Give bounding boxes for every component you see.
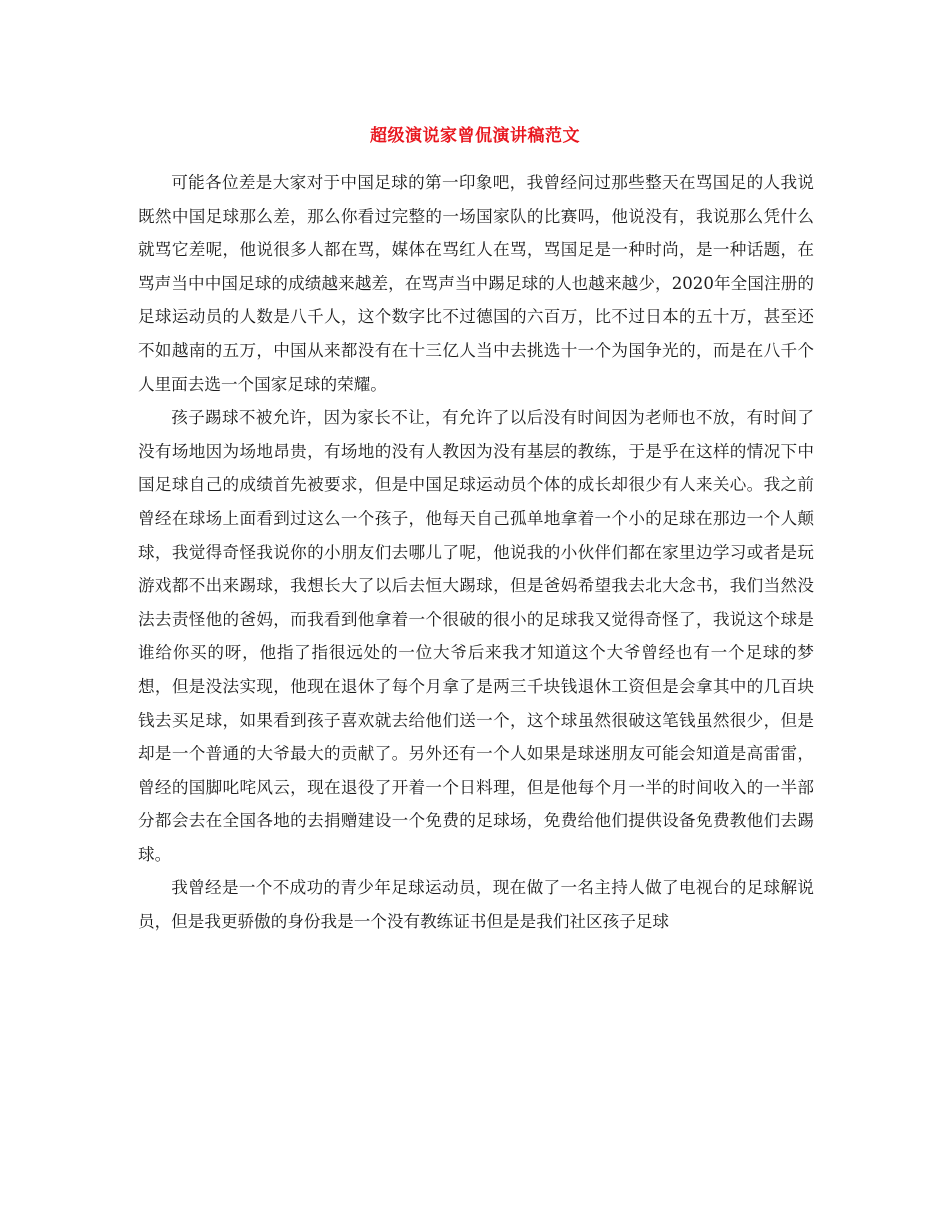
paragraph: 我曾经是一个不成功的青少年足球运动员，现在做了一名主持人做了电视台的足球解说员，但是我更骄傲的身份我是一个没有教练证书但是是我们社区孩子足球 <box>138 878 814 932</box>
document-title: 超级演说家曾侃演讲稿范文 <box>370 126 580 146</box>
paragraph: 可能各位差是大家对于中国足球的第一印象吧，我曾经问过那些整天在骂国足的人我说既然中国足球那么差，那么你看过完整的一场国家队的比赛吗，他说没有，我说那么凭什么就骂它差呢，他说很多人都在骂，媒体在骂红人在骂，骂国足是一种时尚，是一种话题，在骂声当中中国足球的成绩越来越差，在骂声当中踢足球的人也越来越少，2020年全国注册的足球运动员的人数是八千人，这个数字比不过德国的六百万，比不过日本的五十万，甚至还不如越南的五万，中国从来都没有在十三亿人当中去挑选十一个为国争光的，而是在八千个人里面去选一个国家足球的荣耀。 <box>138 173 814 394</box>
paragraph: 孩子踢球不被允许，因为家长不让，有允许了以后没有时间因为老师也不放，有时间了没有场地因为场地昂贵，有场地的没有人教因为没有基层的教练，于是乎在这样的情况下中国足球自己的成绩首先被要求，但是中国足球运动员个体的成长却很少有人来关心。我之前曾经在球场上面看到过这么一个孩子，他每天自己孤单地拿着一个小的足球在那边一个人颠球，我觉得奇怪我说你的小朋友们去哪儿了呢，他说我的小伙伴们都在家里边学习或者是玩游戏都不出来踢球，我想长大了以后去恒大踢球，但是爸妈希望我去北大念书，我们当然没法去责怪他的爸妈，而我看到他拿着一个很破的很小的足球我又觉得奇怪了，我说这个球是谁给你买的呀，他指了指很远处的一位大爷后来我才知道这个大爷曾经也有一个足球的梦想，但是没法实现，他现在退休了每个月拿了是两三千块钱退休工资但是会拿其中的几百块钱去买足球，如果看到孩子喜欢就去给他们送一个，这个球虽然很破这笔钱虽然很少，但是却是一个普通的大爷最大的贡献了。另外还有一个人如果是球迷朋友可能会知道是高雷雷，曾经的国脚叱咤风云，现在退役了开着一个日料理，但是他每个月一半的时间收入的一半部分都会去在全国各地的去捐赠建设一个免费的足球场，免费给他们提供设备免费教他们去踢球。 <box>138 408 814 864</box>
document-body <box>138 166 814 939</box>
